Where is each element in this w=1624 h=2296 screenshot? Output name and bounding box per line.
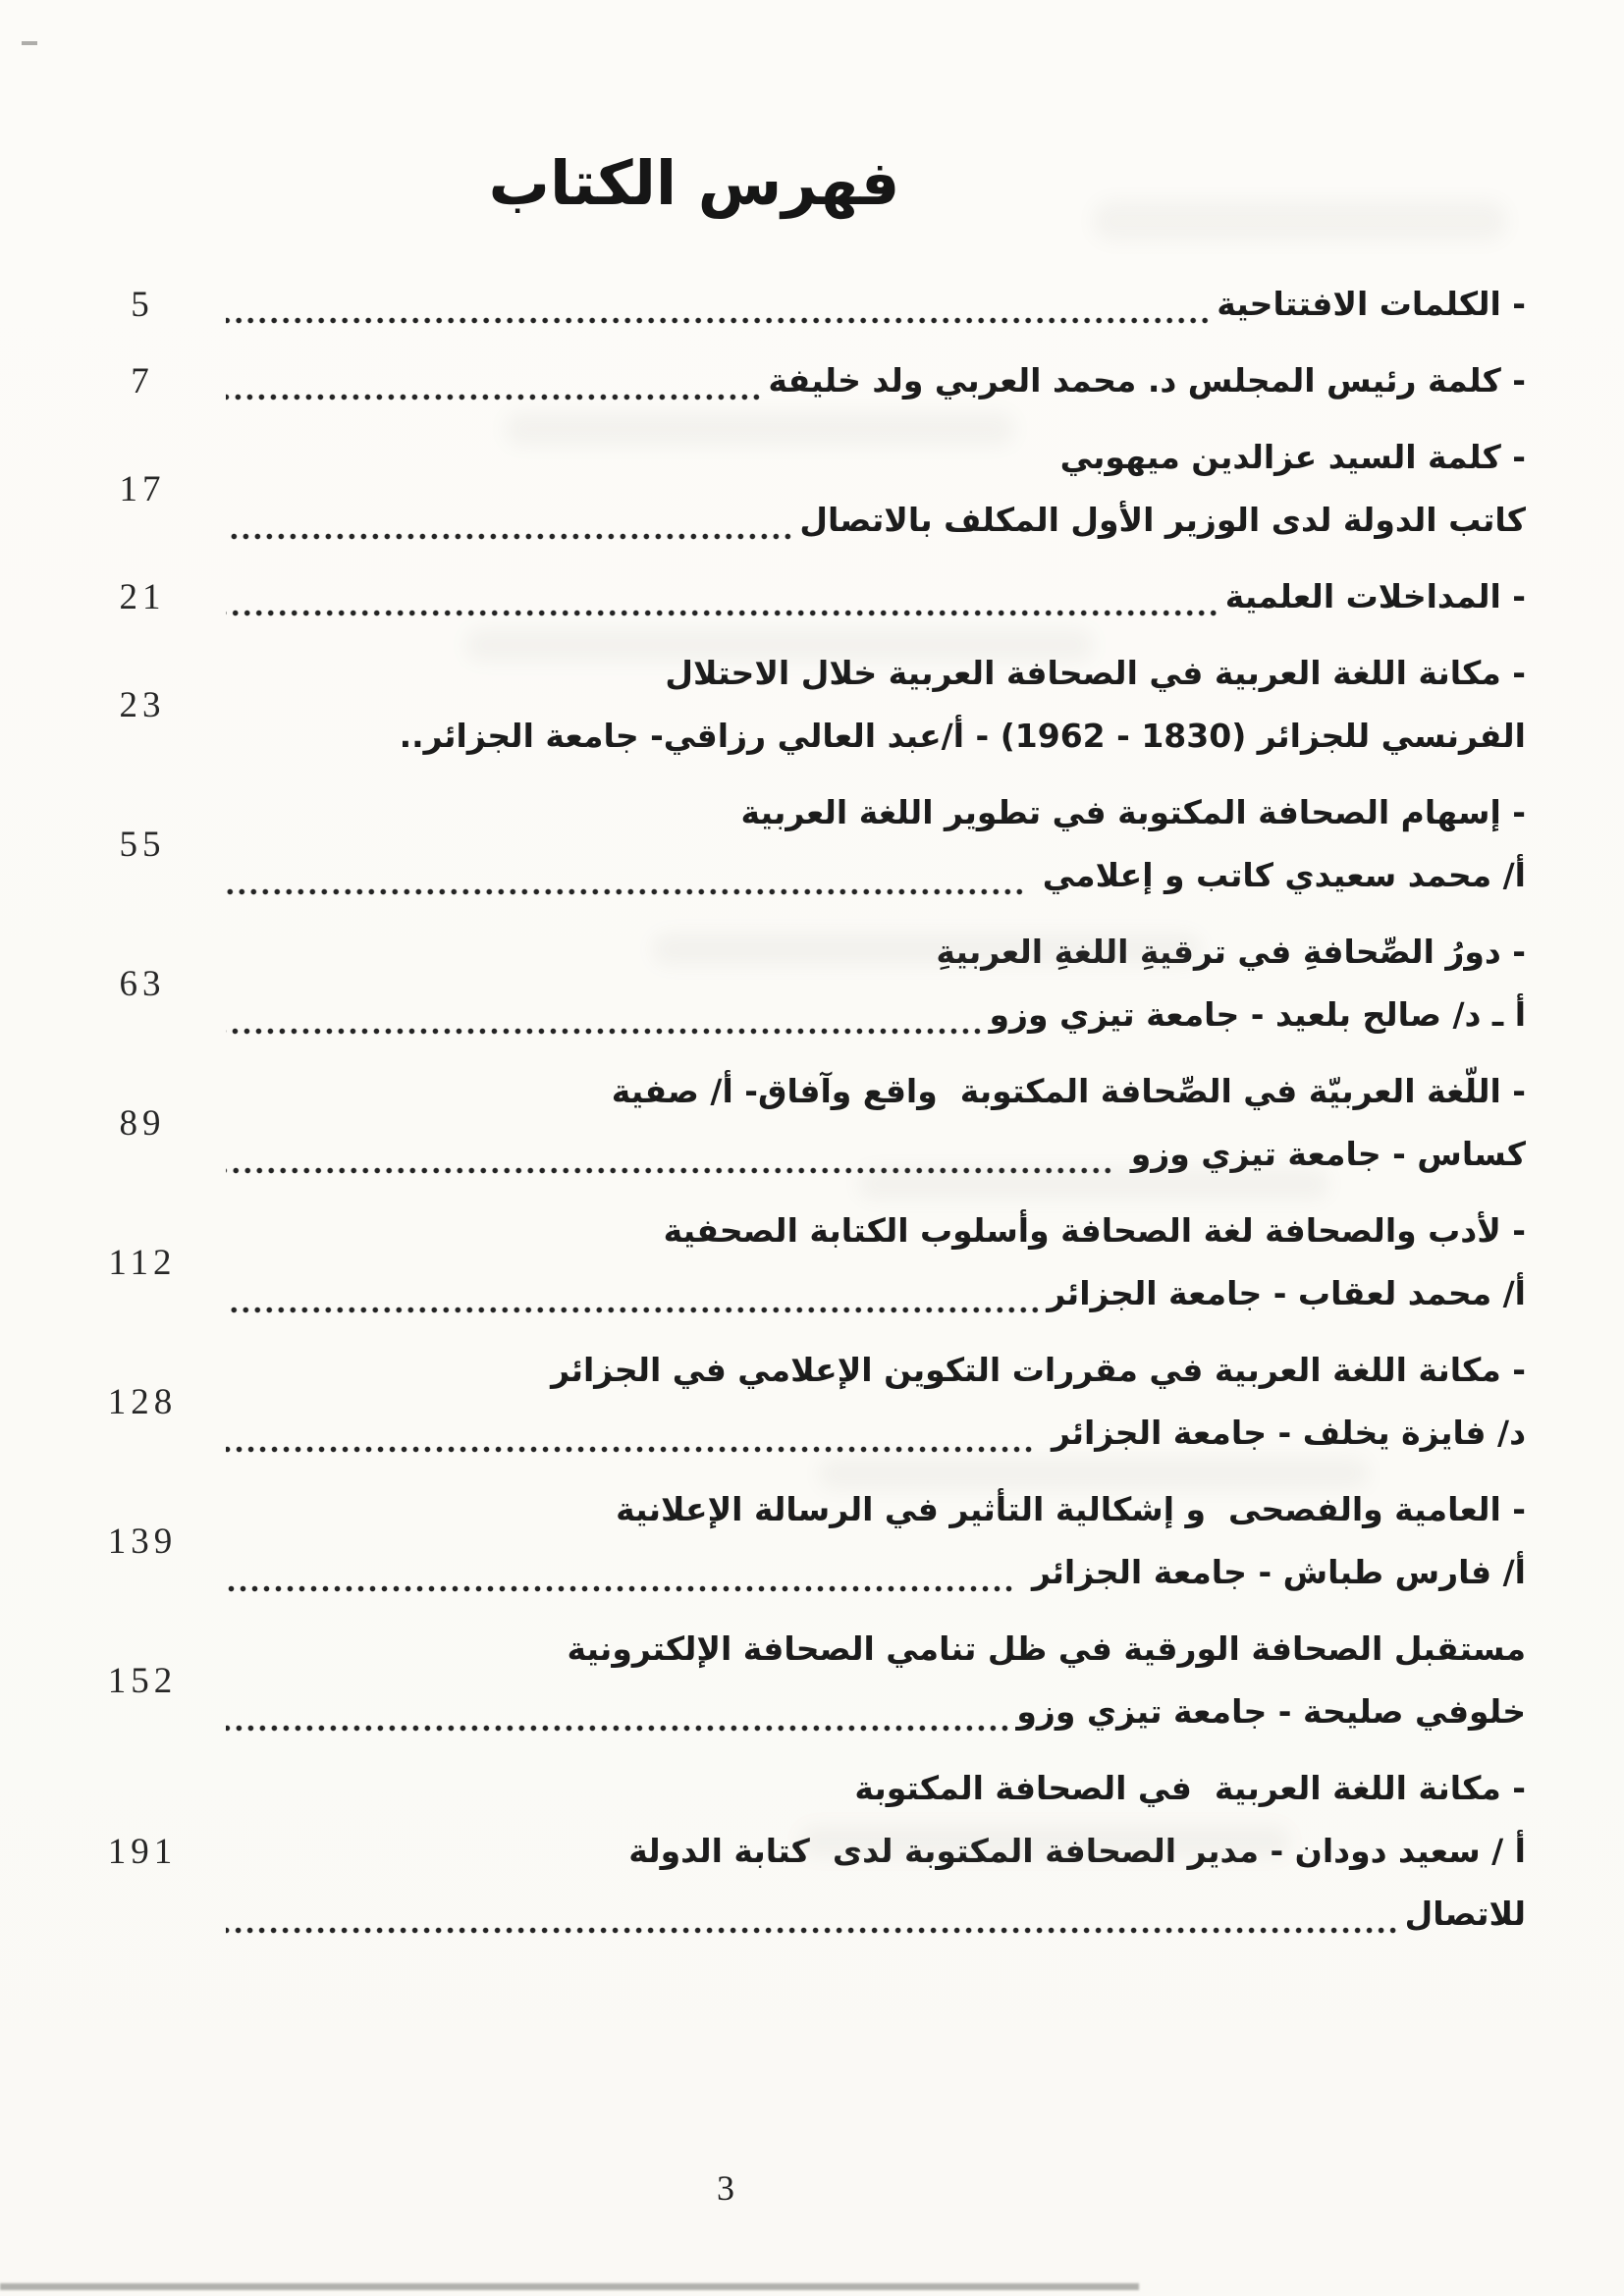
entry-lines — [226, 1757, 1526, 1946]
entry-lines — [226, 1478, 1526, 1604]
entry-page-number: 23 — [119, 684, 166, 725]
entry-line — [226, 642, 1526, 705]
entry-title-text: - مكانة اللغة العربية في الصحافة العربية خلال الاحتلال — [665, 654, 1526, 692]
entry-lines — [226, 921, 1526, 1046]
toc-entry — [59, 1757, 1526, 1946]
toc-entry — [59, 781, 1526, 907]
toc-entry — [59, 273, 1526, 336]
dot-leader — [226, 885, 1025, 898]
toc-entry — [59, 565, 1526, 628]
toc-list — [0, 219, 1624, 1946]
entry-title-text: - الكلمات الافتتاحية — [1217, 285, 1526, 323]
entry-line — [226, 984, 1526, 1046]
entry-lines — [226, 642, 1526, 768]
dot-leader — [226, 1722, 1010, 1735]
entry-page-number: 17 — [119, 468, 166, 509]
toc-entry — [59, 349, 1526, 412]
dot-leader — [226, 1443, 1035, 1456]
entry-line — [226, 705, 1526, 768]
entry-line — [226, 349, 1526, 412]
entry-line — [226, 1478, 1526, 1541]
entry-line — [226, 489, 1526, 552]
dot-leader — [226, 1164, 1113, 1177]
entry-title-text: - كلمة السيد عزالدين ميهوبي — [1059, 438, 1526, 476]
entry-line — [226, 1123, 1526, 1186]
entry-line — [226, 426, 1526, 489]
entry-lines — [226, 781, 1526, 907]
entry-line — [226, 1681, 1526, 1743]
entry-line — [226, 781, 1526, 844]
entry-lines — [226, 1060, 1526, 1186]
entry-lines — [226, 1618, 1526, 1743]
scan-edge-bar — [0, 2283, 1139, 2290]
entry-title-text: - اللّغة العربيّة في الصِّحافة المكتوبة واقع وآفاق- أ/ صفية — [611, 1072, 1526, 1110]
entry-title-text: الفرنسي للجزائر (1830 - 1962) - أ/عبد العالي رزاقي- جامعة الجزائر.. — [399, 717, 1526, 755]
entry-page-number: 89 — [119, 1102, 166, 1144]
dot-leader — [226, 314, 1211, 327]
dot-leader — [226, 607, 1219, 619]
toc-entry — [59, 426, 1526, 552]
entry-line — [226, 1541, 1526, 1604]
dot-leader — [226, 1924, 1399, 1937]
entry-page-number: 5 — [131, 284, 154, 325]
entry-title-text: د/ فايزة يخلف - جامعة الجزائر — [1040, 1414, 1526, 1452]
entry-title-text: - العامية والفصحى و إشكالية التأثير في الرسالة الإعلانية — [616, 1490, 1526, 1528]
entry-lines — [226, 565, 1526, 628]
entry-page-number: 139 — [107, 1521, 178, 1562]
entry-page-number: 7 — [131, 360, 154, 401]
entry-lines — [226, 1200, 1526, 1325]
toc-entry — [59, 1618, 1526, 1743]
entry-title-text: - المداخلات العلمية — [1224, 577, 1526, 615]
entry-line — [226, 1820, 1526, 1883]
entry-line — [226, 1618, 1526, 1681]
entry-line — [226, 1339, 1526, 1402]
entry-line — [226, 1883, 1526, 1946]
entry-page-number: 128 — [107, 1381, 178, 1422]
entry-lines — [226, 349, 1526, 412]
entry-page-number: 112 — [108, 1242, 177, 1283]
entry-title-text: أ/ محمد سعيدي كاتب و إعلامي — [1031, 856, 1526, 894]
scan-corner-mark — [22, 41, 37, 45]
entry-title-text: - دورُ الصِّحافةِ في ترقيةِ اللغةِ العربيةِ — [936, 933, 1526, 971]
toc-entry — [59, 1339, 1526, 1465]
entry-title-text: للاتصال — [1404, 1895, 1526, 1933]
entry-title-text: أ/ محمد لعقاب - جامعة الجزائر — [1047, 1274, 1526, 1312]
entry-lines — [226, 426, 1526, 552]
entry-line — [226, 273, 1526, 336]
entry-page-number: 63 — [119, 963, 166, 1004]
dot-leader — [226, 530, 793, 543]
entry-title-text: - مكانة اللغة العربية في الصحافة المكتوبة — [854, 1769, 1526, 1807]
entry-title-text: أ / سعيد دودان - مدير الصحافة المكتوبة لدى كتابة الدولة — [628, 1832, 1526, 1870]
entry-title-text: خلوفي صليحة - جامعة تيزي وزو — [1016, 1692, 1526, 1731]
dot-leader — [226, 1582, 1015, 1595]
entry-line — [226, 1060, 1526, 1123]
toc-entry — [59, 1060, 1526, 1186]
dot-leader — [226, 1304, 1041, 1316]
toc-entry — [59, 1200, 1526, 1325]
toc-entry — [59, 642, 1526, 768]
entry-title-text: - كلمة رئيس المجلس د. محمد العربي ولد خليفة — [768, 361, 1526, 400]
entry-title-text: - لأدب والصحافة لغة الصحافة وأسلوب الكتابة الصحفية — [663, 1211, 1526, 1250]
dot-leader — [226, 391, 762, 403]
entry-title-text: مستقبل الصحافة الورقية في ظل تنامي الصحافة الإلكترونية — [567, 1629, 1526, 1668]
entry-title-text: أ ـ د/ صالح بلعيد - جامعة تيزي وزو — [989, 995, 1526, 1034]
entry-lines — [226, 273, 1526, 336]
entry-page-number: 191 — [107, 1831, 178, 1872]
entry-line — [226, 1200, 1526, 1262]
entry-line — [226, 1757, 1526, 1820]
toc-entry — [59, 921, 1526, 1046]
entry-title-text: كساس - جامعة تيزي وزو — [1119, 1135, 1526, 1173]
entry-line — [226, 1262, 1526, 1325]
entry-title-text: - إسهام الصحافة المكتوبة في تطوير اللغة العربية — [740, 793, 1526, 831]
entry-title-text: - مكانة اللغة العربية في مقررات التكوين الإعلامي في الجزائر — [551, 1351, 1526, 1389]
entry-page-number: 55 — [119, 824, 166, 865]
toc-entry — [59, 1478, 1526, 1604]
entry-page-number: 152 — [107, 1660, 178, 1701]
entry-line — [226, 844, 1526, 907]
entry-line — [226, 1402, 1526, 1465]
entry-title-text: كاتب الدولة لدى الوزير الأول المكلف بالاتصال — [799, 501, 1526, 539]
entry-line — [226, 565, 1526, 628]
entry-title-text: أ/ فارس طباش - جامعة الجزائر — [1020, 1553, 1526, 1591]
dot-leader — [226, 1025, 983, 1038]
page-title: فهرس الكتاب — [488, 147, 900, 219]
entry-lines — [226, 1339, 1526, 1465]
entry-line — [226, 921, 1526, 984]
folio-page-number: 3 — [717, 2168, 734, 2208]
entry-page-number: 21 — [119, 576, 166, 617]
